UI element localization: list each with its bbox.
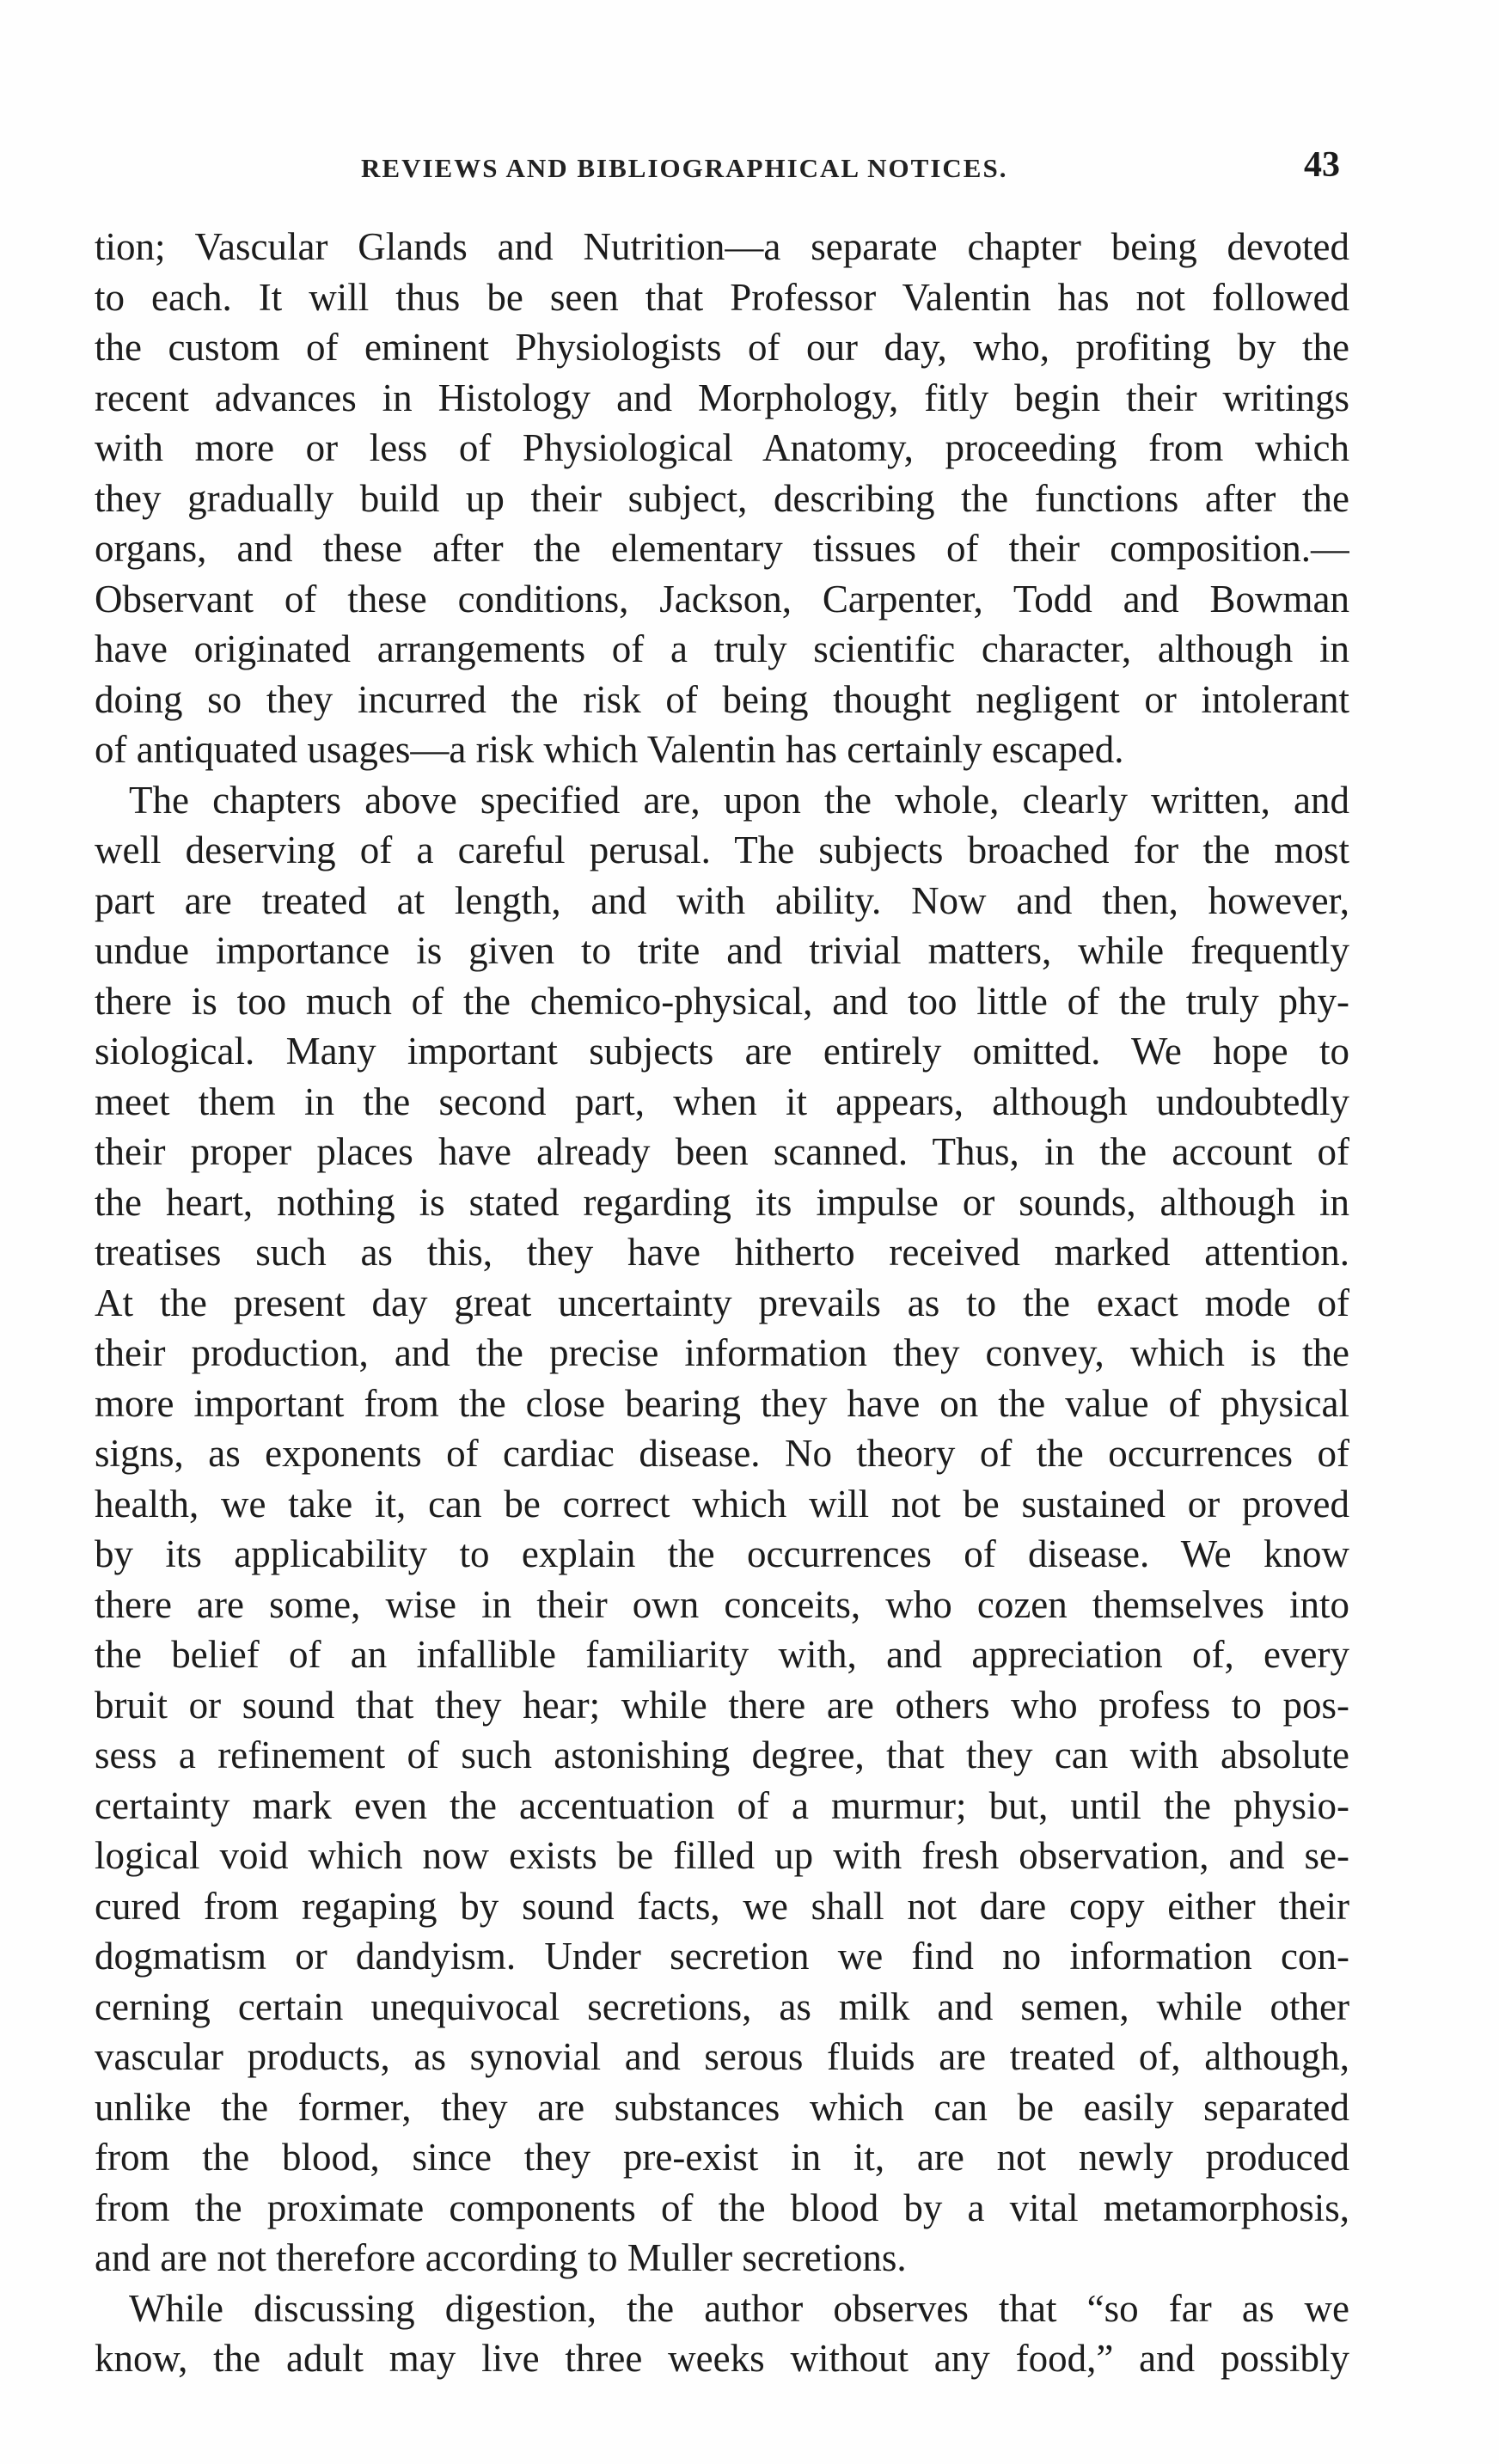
text-line: their proper places have already been scanned. Thus, in the account of (95, 1130, 1349, 1173)
text-line: vascular products, as synovial and serous fluids are treated of, although, (95, 2035, 1349, 2078)
text-line: their production, and the precise information they convey, which is the (95, 1331, 1349, 1374)
text-line: While discussing digestion, the author observes that “so far as we (129, 2286, 1349, 2330)
text-line: unlike the former, they are substances which can be easily separated (95, 2085, 1349, 2129)
text-line: logical void which now exists be filled up with fresh observation, and se- (95, 1834, 1349, 1877)
text-line: part are treated at length, and with ability. Now and then, however, (95, 878, 1349, 922)
text-line: and are not therefore according to Muller secretions. (95, 2236, 907, 2279)
text-line: organs, and these after the elementary tissues of their composition.— (95, 527, 1349, 570)
text-line: health, we take it, can be correct which will not be sustained or proved (95, 1482, 1349, 1525)
text-line: the heart, nothing is stated regarding its impulse or sounds, although in (95, 1180, 1349, 1224)
body-text (95, 222, 1349, 2384)
text-line: cured from regaping by sound facts, we shall not dare copy either their (95, 1884, 1349, 1928)
text-line: doing so they incurred the risk of being thought negligent or intolerant (95, 677, 1349, 721)
text-line: siological. Many important subjects are entirely omitted. We hope to (95, 1030, 1349, 1073)
text-line: treatises such as this, they have hitherto received marked attention. (95, 1231, 1349, 1274)
text-line: sess a refinement of such astonishing degree, that they can with absolute (95, 1733, 1349, 1776)
text-line: they gradually build up their subject, describing the functions after the (95, 476, 1349, 520)
text-line: with more or less of Physiological Anatomy, proceeding from which (95, 426, 1349, 469)
text-line: Observant of these conditions, Jackson, Carpenter, Todd and Bowman (95, 577, 1349, 621)
text-line: to each. It will thus be seen that Professor Valentin has not followed (95, 275, 1349, 319)
text-line: the belief of an infallible familiarity with, and appreciation of, every (95, 1633, 1349, 1676)
text-line: there is too much of the chemico-physical, and too little of the truly phy- (95, 979, 1349, 1023)
text-line: dogmatism or dandyism. Under secretion we find no information con- (95, 1935, 1349, 1978)
text-line: from the proximate components of the blood by a vital metamorphosis, (95, 2186, 1349, 2229)
text-line: The chapters above specified are, upon the whole, clearly written, and (129, 778, 1349, 822)
text-line: well deserving of a careful perusal. The subjects broached for the most (95, 828, 1349, 871)
text-line: know, the adult may live three weeks without any food,” and possibly (95, 2337, 1349, 2380)
text-line: more important from the close bearing they have on the value of physical (95, 1381, 1349, 1425)
text-line: of antiquated usages—a risk which Valentin has certainly escaped. (95, 728, 1124, 771)
text-line: have originated arrangements of a truly scientific character, although in (95, 627, 1349, 670)
text-line: by its applicability to explain the occurrences of disease. We know (95, 1532, 1349, 1575)
text-line: the custom of eminent Physiologists of our day, who, profiting by the (95, 326, 1349, 369)
text-line: At the present day great uncertainty prevails as to the exact mode of (95, 1281, 1349, 1324)
text-line: signs, as exponents of cardiac disease. No theory of the occurrences of (95, 1432, 1349, 1475)
text-line: bruit or sound that they hear; while there are others who profess to pos- (95, 1683, 1349, 1727)
page-number: 43 (1304, 145, 1340, 185)
text-line: certainty mark even the accentuation of a murmur; but, until the physio- (95, 1783, 1349, 1827)
text-line: from the blood, since they pre-exist in it, are not newly produced (95, 2136, 1349, 2179)
running-head: REVIEWS AND BIBLIOGRAPHICAL NOTICES. (361, 153, 1008, 183)
text-line: meet them in the second part, when it appears, although undoubtedly (95, 1079, 1349, 1123)
text-line: there are some, wise in their own conceits, who cozen themselves into (95, 1582, 1349, 1626)
text-line: undue importance is given to trite and trivial matters, while frequently (95, 929, 1349, 972)
text-line: tion; Vascular Glands and Nutrition—a separate chapter being devoted (95, 225, 1349, 268)
text-line: cerning certain unequivocal secretions, as milk and semen, while other (95, 1984, 1349, 2028)
text-line: recent advances in Histology and Morphology, fitly begin their writings (95, 376, 1349, 419)
